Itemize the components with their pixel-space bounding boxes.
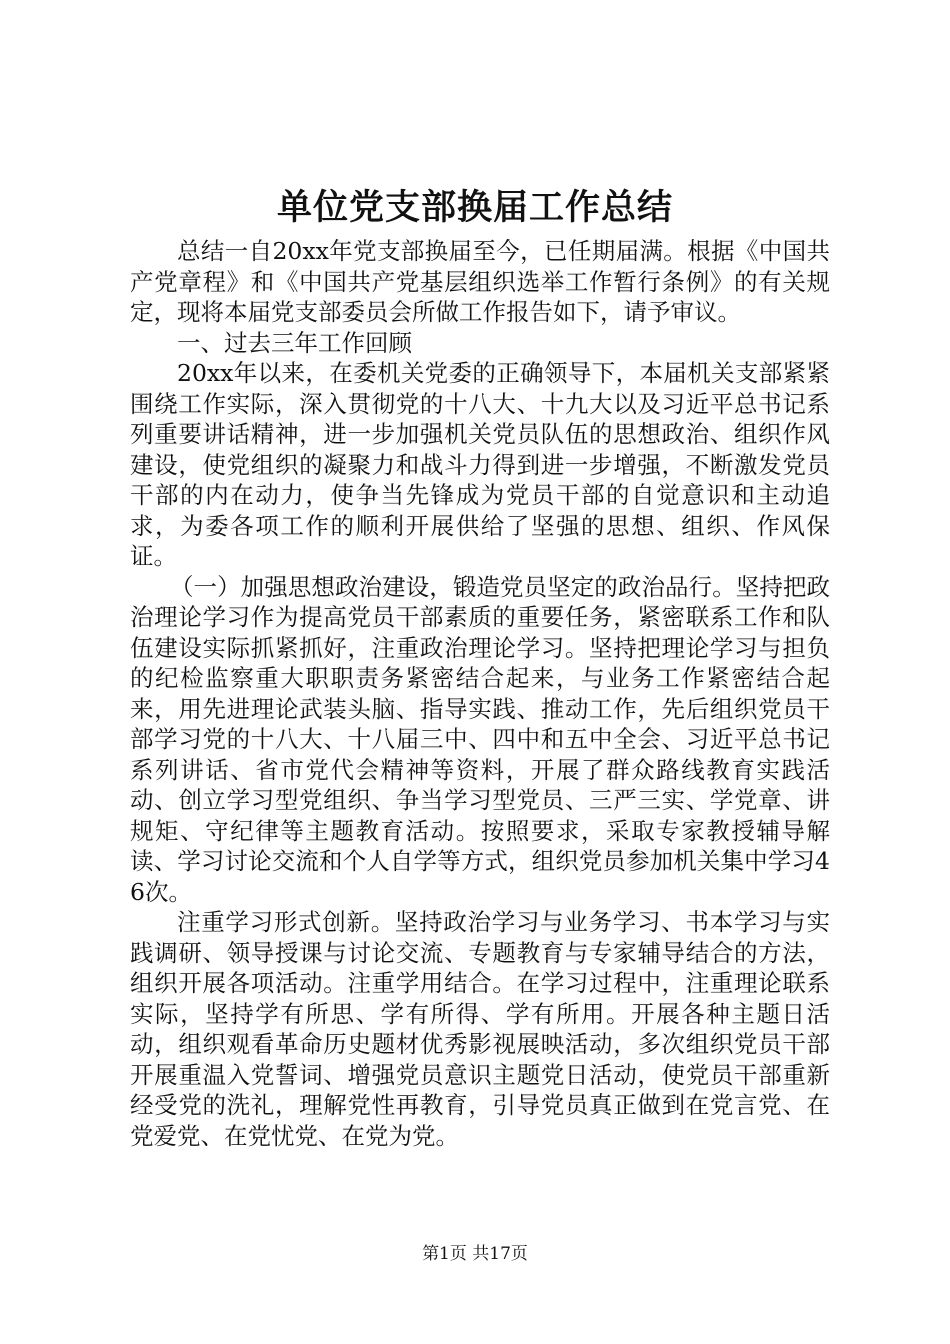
- paragraph-review: 20xx年以来，在委机关党委的正确领导下，本届机关支部紧紧围绕工作实际，深入贯彻党的十八大、十九大以及习近平总书记系列重要讲话精神，进一步加强机关党员队伍的思想政治、组织作风建设，使党组织的凝聚力和战斗力得到进一步增强，不断激发党员干部的内在动力，使争当先锋成为党员干部的自觉意识和主动追求，为委各项工作的顺利开展供给了坚强的思想、组织、作风保证。: [130, 359, 830, 570]
- paragraph-intro: 总结一自20xx年党支部换届至今，已任期届满。根据《中国共产党章程》和《中国共产党基层组织选举工作暂行条例》的有关规定，现将本届党支部委员会所做工作报告如下，请予审议。: [130, 237, 830, 326]
- document-body: [130, 236, 830, 1151]
- page-footer: 第1页 共17页: [422, 1244, 528, 1264]
- paragraph-learning-innovation: 注重学习形式创新。坚持政治学习与业务学习、书本学习与实践调研、领导授课与讨论交流、专题教育与专家辅导结合的方法，组织开展各项活动。注重学用结合。在学习过程中，注重理论联系实际，坚持学有所思、学有所得、学有所用。开展各种主题日活动，组织观看革命历史题材优秀影视展映活动，多次组织党员干部开展重温入党誓词、增强党员意识主题党日活动，使党员干部重新经受党的洗礼，理解党性再教育，引导党员真正做到在党言党、在党爱党、在党忧党、在党为党。: [130, 908, 830, 1150]
- section-heading: 一、过去三年工作回顾: [177, 328, 412, 357]
- paragraph-political-building: （一）加强思想政治建设，锻造党员坚定的政治品行。坚持把政治理论学习作为提高党员干部素质的重要任务，紧密联系工作和队伍建设实际抓紧抓好，注重政治理论学习。坚持把理论学习与担负的纪检监察重大职职责务紧密结合起来，与业务工作紧密结合起来，用先进理论武装头脑、指导实践、推动工作，先后组织党员干部学习党的十八大、十八届三中、四中和五中全会、习近平总书记系列讲话、省市党代会精神等资料，开展了群众路线教育实践活动、创立学习型党组织、争当学习型党员、三严三实、学党章、讲规矩、守纪律等主题教育活动。按照要求，采取专家教授辅导解读、学习讨论交流和个人自学等方式，组织党员参加机关集中学习46次。: [130, 572, 830, 906]
- document-title: 单位党支部换届工作总结: [276, 187, 673, 228]
